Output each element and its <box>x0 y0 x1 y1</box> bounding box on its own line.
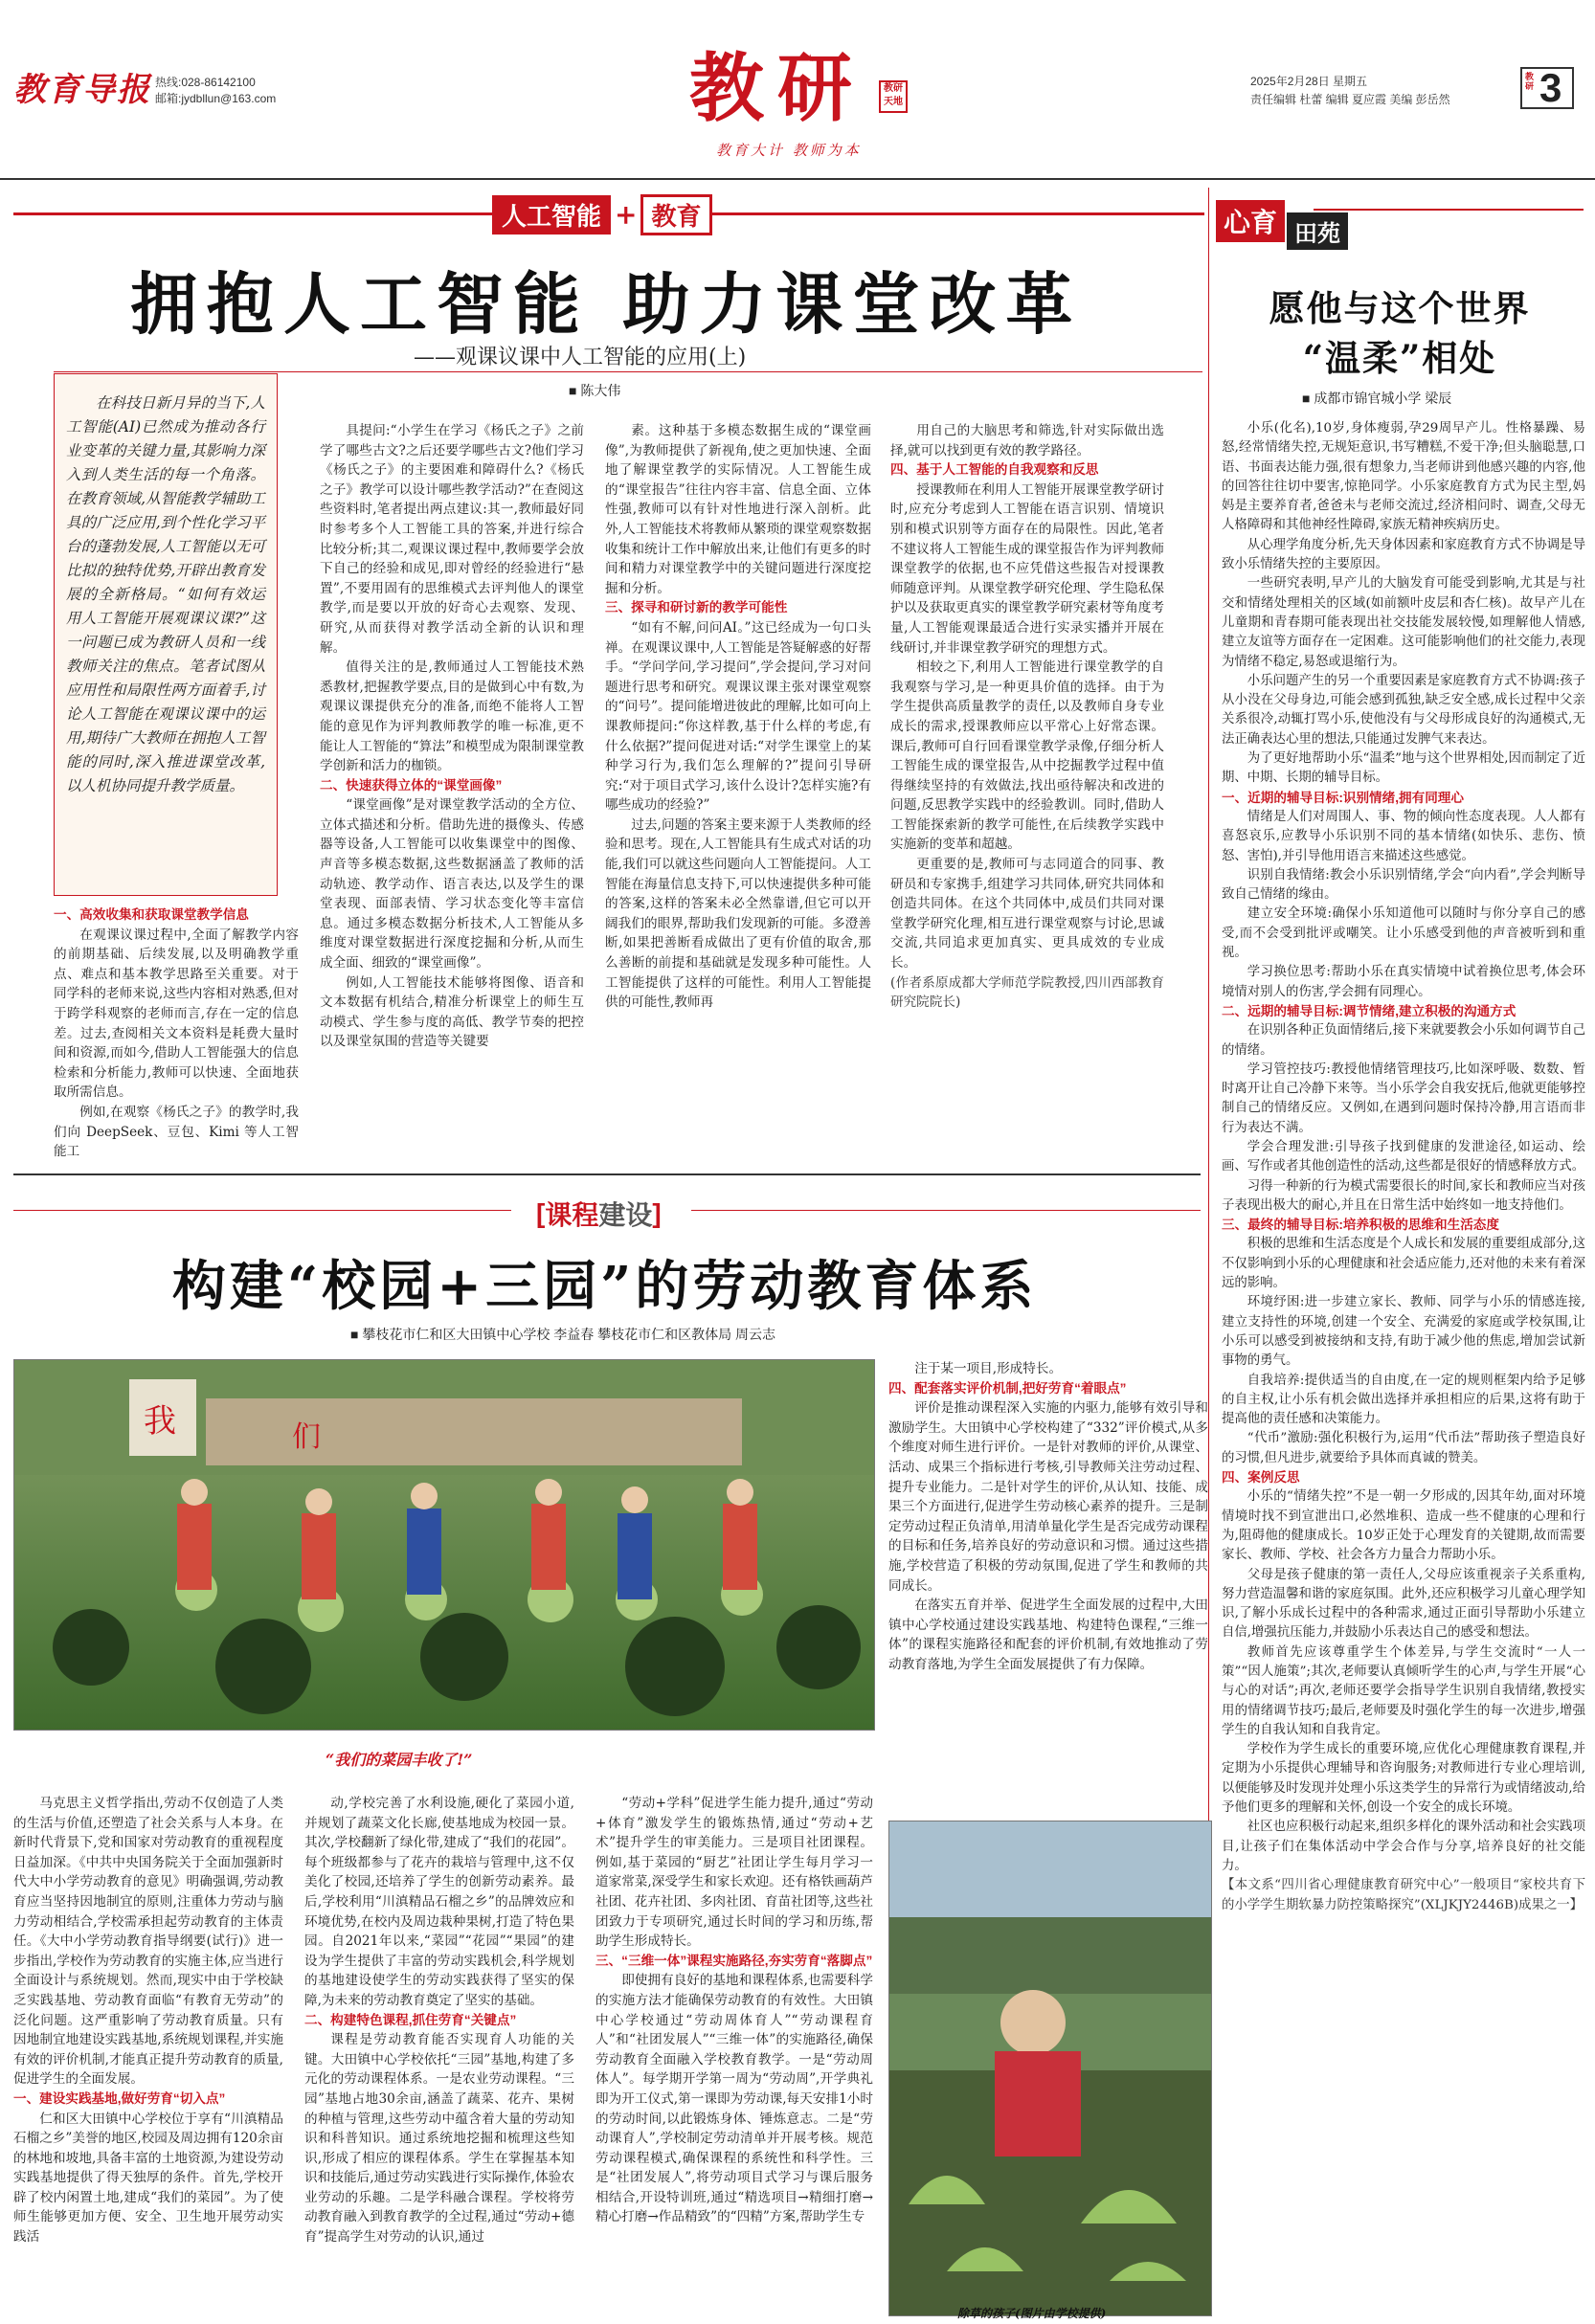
paragraph: 一些研究表明,早产儿的大脑发育可能受到影响,尤其是与社交和情绪处理相关的区域(如前额叶皮层和杏仁核)。故早产儿在儿童期和青春期可能表现出社交技能发展较慢,如理解他人情感,建立友谊等方面存在一定困难。这可能影响他们的社交能力,表现为情绪不稳定,易怒或退缩行为。 <box>1222 576 1585 669</box>
page-label: 教研 <box>1525 72 1535 91</box>
harvest-photo-illustration <box>14 1360 875 1731</box>
paragraph: 仁和区大田镇中心学校位于享有“川滇精品石榴之乡”美誉的地区,校园及周边拥有120余亩的林地和坡地,具备丰富的土地资源,为建设劳动实践基地提供了得天独厚的条件。首先,学校开辟了校内闲置土地,建成“我们的菜园”。为了使师生能够更加方便、安全、卫生地开展劳动实践活 <box>13 2111 283 2246</box>
paragraph: “代币”激励:强化积极行为,运用“代币法”帮助孩子塑造良好的习惯,但凡进步,就要给予具体而真诚的赞美。 <box>1222 1431 1585 1465</box>
paragraph: 环境纾困:进一步建立家长、教师、同学与小乐的情感连接,建立支持性的环境,创建一个安全、充满爱的家庭或学校氛围,让小乐可以感受到被接纳和支持,有助于减少他的焦虑,增加尝试新事物的勇气。 <box>1222 1295 1585 1369</box>
weeding-photo <box>888 1821 1212 2316</box>
paragraph: 动,学校完善了水利设施,硬化了菜园小道,并规划了蔬菜文化长廊,使基地成为校园一景。其次,学校翻新了绿化带,建成了“我们的花园”。每个班级都参与了花卉的栽培与管理中,这不仅美化了校园,还培养了学生的创新劳动素养。最后,学校利用“川滇精品石榴之乡”的品牌效应和环境优势,在校内及周边栽种果树,打造了特色果园。自2021年以来,“菜园”“花园”“果园”的建设为学生提供了丰富的劳动实践机会,科学规划的基地建设使学生的劳动实践获得了坚实的保障,为未来的劳动教育奠定了坚实的基础。 <box>304 1796 574 2008</box>
article2-tag: [ 课程 建设 ] <box>536 1195 662 1233</box>
tag-jianshe: 建设 <box>598 1200 653 1230</box>
tag-kecheng: 课程 <box>545 1200 599 1230</box>
article1-rule <box>54 371 1202 372</box>
paragraph: 学习换位思考:帮助小乐在真实情境中试着换位思考,体会环境情对别人的伤害,学会拥有同理心。 <box>1222 965 1585 999</box>
article1-column-1 <box>54 905 299 1160</box>
sidebar-title-line-2: “温柔”相处 <box>1302 337 1497 379</box>
paragraph: 值得关注的是,教师通过人工智能技术熟悉教材,把握教学要点,目的是做到心中有数,为观课议课提供充分的准备,而绝不能将人工智能的意见作为评判教师教学的唯一标准,更不能让人工智能的“算法”和模型成为限制课堂教学创新和活力的枷锁。 <box>320 659 584 774</box>
paragraph: 教师首先应该尊重学生个体差异,与学生交流时“一人一策”“因人施策”;其次,老师要认真倾听学生的心声,与学生开展“心与心的对话”;再次,老师还要学会指导学生识别自我情绪,教授实用的情绪调节技巧;最后,老师要及时强化学生的每一次进步,增强学生的自我认知和自我肯定。 <box>1222 1644 1585 1737</box>
paragraph: 小乐(化名),10岁,身体瘦弱,孕29周早产儿。性格暴躁、易怒,经常情绪失控,无规矩意识,书写糟糕,不爱干净;但头脑聪慧,口语、书面表达能力强,很有想象力,当老师讲到他感兴趣的内容,他的回答往往切中要害,惊艳同学。小乐家庭教育方式为民主型,妈妈是主要养育者,爸爸未与老师交流过,经济相问时、调查,父母无人格障碍和其他神经性障碍,家族无精神疾病历史。 <box>1222 421 1585 533</box>
photo1-caption: “我们的菜园丰收了!” <box>326 1751 473 1769</box>
paragraph: 即使拥有良好的基地和课程体系,也需要科学的实施方法才能确保劳动教育的有效性。大田镇中心学校通过“劳动周体育人”“劳动课程育人”和“社团发展人”“三维一体”的实施路径,确保劳动教育全面融入学校教育教学。一是“劳动周体人”。每学期开学第一周为“劳动周”,开学典礼即为开工仪式,第一课即为劳动课,每天安排1小时的劳动时间,以此锻炼身体、锤炼意志。二是“劳动课育人”,学校制定劳动清单并开展考核。规范劳动课程模式,确保课程的系统性和科学性。三是“社团发展人”,将劳动项目式学习与课后服务相结合,开设特训班,通过“精选项目→精细打磨→精心打磨→作品精致”的“四精”方案,帮助学生专 <box>595 1973 873 2225</box>
paragraph: 自我培养:提供适当的自由度,在一定的规则框架内给予足够的自主权,让小乐有机会做出选择并承担相应的后果,这将有助于提高他的责任感和决策能力。 <box>1222 1373 1585 1427</box>
paragraph: 积极的思维和生活态度是个人成长和发展的重要组成部分,这不仅影响到小乐的心理健康和社会适应能力,还对他的未来有着深远的影响。 <box>1222 1237 1585 1291</box>
article1-column-2 <box>320 421 584 1160</box>
page-number: 3 <box>1539 65 1562 110</box>
paragraph: 学习管控技巧:教授他情绪管理技巧,比如深呼吸、数数、暂时离开让自己冷静下来等。当小乐学会自我安抚后,他就更能够控制自己的情绪反应。又例如,在遇到问题时保持冷静,用言语而非行为表达不满。 <box>1222 1061 1585 1135</box>
article2-column-3 <box>595 1794 873 2320</box>
paragraph: 评价是推动课程深入实施的内驱力,能够有效引导和激励学生。大田镇中心学校构建了“332”评价模式,从多个维度对师生进行评价。一是针对教师的评价,从课堂、活动、成果三个指标进行考核,引导教师关注劳动过程、提升专业能力。二是针对学生的评价,从认知、技能、成果三个方面进行,促进学生劳动核心素养的提升。三是制定劳动过程正负清单,用清单量化学生是否完成劳动课程的目标和任务,培养良好的劳动意识和习惯。通过这些措施,学校营造了积极的劳动氛围,促进了学生和教师的共同成长。 <box>888 1400 1208 1594</box>
article1-lead: 在科技日新月异的当下,人工智能(AI)已然成为推动各行业变革的关键力量,其影响力深入到人类生活的每一个角落。在教育领域,从智能教学辅助工具的广泛应用,到个性化学习平台的蓬勃发展,人工智能以无可比拟的独特优势,开辟出教育发展的全新格局。“如何有效运用人工智能开展观课议课?”这一问题已成为教研人员和一线教师关注的焦点。笔者试图从应用性和局限性两方面着手,讨论人工智能在观课议课中的运用,期待广大教师在拥抱人工智能的同时,深入推进课堂改革,以人机协同提升教学质量。 <box>54 373 278 896</box>
paragraph: 识别自我情绪:教会小乐识别情绪,学会“向内看”,学会判断导致自己情绪的缘由。 <box>1222 867 1585 903</box>
section-subheading: 四、配套落实评价机制,把好劳育“着眼点” <box>888 1380 1127 1396</box>
paragraph: 小乐问题产生的另一个重要因素是家庭教育方式不协调:孩子从小没在父母身边,可能会感到孤独,缺乏安全感,成长过程中父亲关系很冷,动辄打骂小乐,使他没有与父母形成良好的沟通模式,无法正确表达心里的想法,只能通过发脾气来表达。 <box>1222 673 1585 747</box>
sidebar-body <box>1222 419 1585 2318</box>
paragraph: 情绪是人们对周围人、事、物的倾向性态度表现。人人都有喜怒哀乐,应教导小乐识别不同的基本情绪(如快乐、悲伤、愤怒、害怕),并引导他用语言来描述这些感觉。 <box>1222 809 1585 863</box>
paragraph: 授课教师在利用人工智能开展课堂教学研讨时,应充分考虑到人工智能在语言识别、情境识别和模式识别等方面存在的局限性。因此,笔者不建议将人工智能生成的课堂报告作为评判教师课堂教学的依据,也不应凭借这些报告对授课教师随意评判。从课堂教学研究伦理、学生隐私保护以及获取更真实的课堂教学研究素材等角度考量,人工智能观课最适合进行实录实播并开展在线研讨,并非课堂教学研究的理想方式。 <box>890 481 1164 656</box>
sidebar-header <box>1216 191 1584 250</box>
section-subheading: 一、近期的辅导目标:识别情绪,拥有同理心 <box>1222 790 1464 805</box>
paragraph: “课堂画像”是对课堂教学活动的全方位、立体式描述和分析。借助先进的摄像头、传感器等设备,人工智能可以收集课堂中的图像、声音等多模态数据,这些数据涵盖了教师的活动轨迹、教学动作、语言表达,以及学生的课堂表现、面部表情、学习状态变化等丰富信息。通过多模态数据分析技术,人工智能从多维度对课堂数据进行深度挖掘和分析,从而生成全面、细致的“课堂画像”。 <box>320 797 584 972</box>
tag-rule-left <box>13 212 492 215</box>
paragraph: “劳动+学科”促进学生能力提升,通过“劳动+体育”激发学生的锻炼热情,通过“劳动+艺术”提升学生的审美能力。三是项目社团课程。例如,基于菜园的“厨艺”社团让学生每月学习一道家常菜,深受学生和家长欢迎。还有格铁画葫芦社团、花卉社团、多肉社团、育苗社团等,这些社团致力于专项研究,通过长时间的学习和历练,帮助学生形成特长。 <box>595 1796 873 1950</box>
article1-title: 拥抱人工智能 助力课堂改革 <box>130 264 1083 344</box>
paragraph: 马克思主义哲学指出,劳动不仅创造了人类的生活与价值,还塑造了社会关系与人本身。在新时代背景下,党和国家对劳动教育的重视程度日益加深。《中共中央国务院关于全面加强新时代大中小学劳动教育的意见》明确强调,劳动教育应当坚持因地制宜的原则,注重体力劳动与脑力劳动相结合,学校需承担起劳动教育的主体责任。《大中小学劳动教育指导纲要(试行)》进一步指出,学校作为劳动教育的实施主体,应当进行全面设计与系统规划。然而,现实中由于学校缺乏实践基地、劳动教育面临“有教育无劳动”的泛化问题。这严重影响了劳动教育质量。只有因地制宜地建设实践基地,系统规划课程,并实施有效的评价机制,才能真正提升劳动教育的质量,促进学生的全面发展。 <box>13 1796 283 2088</box>
paragraph: 具提问:“小学生在学习《杨氏之子》之前学了哪些古文?之后还要学哪些古文?他们学习《杨氏之子》的主要困难和障碍什么?《杨氏之子》教学可以设计哪些教学活动?”在查阅这些资料时,笔者提出两点建议:其一,教师最好同时参考多个人工智能工具的答案,并进行综合比较分析;其二,观课议课过程中,教师要学会放下自己的经验和成见,即对曾经的经验进行“悬置”,不要用固有的思维模式去评判他人的课堂教学,而是要以开放的好奇心去观察、发现、研究,从而获得对教学活动全新的认识和理解。 <box>320 423 584 656</box>
section-subheading: 二、快速获得立体的“课堂画像” <box>320 777 503 793</box>
article1-subtitle: ——观课议课中人工智能的应用(上) <box>414 346 747 369</box>
paragraph: 课程是劳动教育能否实现育人功能的关键。大田镇中心学校依托“三园”基地,构建了多元化的劳动课程体系。一是农业劳动课程。“三园”基地占地30余亩,涵盖了蔬菜、花卉、果树的种植与管理,这些劳动中蕴含着大量的劳动知识和科普知识。通过系统地挖掘和梳理这些知识,形成了相应的课程体系。学生在掌握基本知识和技能后,通过劳动实践进行实际操作,体验农业劳动的乐趣。二是学科融合课程。学校将劳动教育融入到教育教学的全过程,通过“劳动+德育”提高学生对劳动的认识,通过 <box>304 2032 574 2246</box>
paragraph: 注于某一项目,形成特长。 <box>914 1361 1063 1376</box>
paragraph: 例如,人工智能技术能够将图像、语音和文本数据有机结合,精准分析课堂上的师生互动模式、学生参与度的高低、教学节奏的把控以及课堂氛围的营造等关键要 <box>320 974 584 1050</box>
tag-rule-right <box>701 212 1204 215</box>
tag-xinyu: 心育 <box>1216 200 1285 242</box>
article1-author: ■ 陈大伟 <box>569 383 621 398</box>
paragraph: 社区也应积极行动起来,组织多样化的课外活动和社会实践项目,让孩子们在集体活动中学会合作与分享,培养良好的社交能力。 <box>1222 1820 1585 1873</box>
paragraph: 小乐的“情绪失控”不是一朝一夕形成的,因其年幼,面对环境情境时找不到宣泄出口,必然堆积、造成一些不健康的心理和行为,阻碍他的健康成长。10岁正处于心理发育的关键期,故而需要家长、教师、学校、社会各方力量合力帮助小乐。 <box>1222 1489 1585 1563</box>
paragraph: 习得一种新的行为模式需要很长的时间,家长和教师应当对孩子表现出极大的耐心,并且在日常生活中始终如一地支持他们。 <box>1222 1178 1585 1213</box>
paragraph: 更重要的是,教师可与志同道合的同事、教研员和专家携手,组建学习共同体,研究共同体和创造共同体。在这个共同体中,成员们共同对课堂教学研究化理,相互进行课堂观察与讨论,思诚交流,共同追求更加真实、更具成效的专业成长。 <box>890 857 1164 972</box>
sidebar-tag <box>1216 191 1584 250</box>
paragraph: 在观课议课过程中,全面了解教学内容的前期基础、后续发展,以及明确教学重点、难点和基本教学思路至关重要。对于同学科的老师来说,这些内容相对熟悉,但对于跨学科观察的老师而言,存在一定的信息差。过去,查阅相关文本资料是耗费大量时间和资源,而如今,借助人工智能强大的信息检索和分析能力,教师可以快速、全面地获取所需信息。 <box>54 927 299 1101</box>
section-subheading: 三、最终的辅导目标:培养积极的思维和生活态度 <box>1222 1218 1499 1233</box>
article2-column-4 <box>888 1359 1208 1809</box>
tag2-rule-left <box>13 1210 511 1211</box>
paragraph: 在落实五育并举、促进学生全面发展的过程中,大田镇中心学校通过建设实践基地、构建特色课程,“三维一体”的课程实施路径和配套的评价机制,有效地推动了劳动教育落地,为学生全面发展提供了有力保障。 <box>888 1598 1208 1672</box>
sidebar-title <box>1216 283 1584 383</box>
slogan: 教育大计 教师为本 <box>716 142 862 159</box>
paragraph: 在识别各种正负面情绪后,接下来就要教会小乐如何调节自己的情绪。 <box>1222 1023 1585 1058</box>
paragraph: “如有不解,问问AI。”这已经成为一句口头禅。在观课议课中,人工智能是答疑解惑的好帮手。“学问学问,学习提问”,学会提问,学习对问题进行思考和研究。观课议课主张对课堂观察的“问号”。提问能增进彼此的理解,比如可向上课教师提问:“你这样教,基于什么样的考虑,有什么依据?”提问促进对话:“对学生课堂上的某种学习行为,我们怎么理解的?”提问引导研究:“对于项目式学习,该什么设计?怎样实施?有哪些成功的经验?” <box>605 619 871 814</box>
masthead-rule <box>0 178 1595 180</box>
vegetable-garden-photo <box>13 1359 875 1731</box>
article2-title: 构建“校园+三园”的劳动教育体系 <box>172 1255 1038 1318</box>
paragraph: 学会合理发泄:引导孩子找到健康的发泄途径,如运动、绘画、写作或者其他创造性的活动,这些都是很好的情感释放方式。 <box>1222 1139 1585 1174</box>
paragraph: 素。这种基于多模态数据生成的“课堂画像”,为教师提供了新视角,使之更加快速、全面地了解课堂教学的实际情况。人工智能生成的“课堂报告”往往内容丰富、信息全面、立体性强,教师可以有针对性地进行深入剖析。此外,人工智能技术将教师从繁琐的课堂观察数据收集和统计工作中解放出来,让他们有更多的时间和精力对课堂教学中的关键问题进行深度挖掘和分析。 <box>605 423 871 596</box>
paragraph: 学校作为学生成长的重要环境,应优化心理健康教育课程,并定期为小乐提供心理辅导和咨询服务;对教师进行专业心理培训,以便能够及时发现并处理小乐这类学生的异常行为或情绪波动,给予他们更多的理解和关怀,创设一个安全的成长环境。 <box>1222 1742 1585 1816</box>
section-subheading: 二、构建特色课程,抓住劳育“关键点” <box>304 2012 517 2027</box>
weeding-photo-illustration <box>889 1821 1212 2316</box>
page-number-box <box>1520 67 1574 109</box>
paragraph: 为了更好地帮助小乐“温柔”地与这个世界相处,因而制定了近期、中期、长期的辅导目标。 <box>1222 751 1585 786</box>
paragraph: 相较之下,利用人工智能进行课堂教学的自我观察与学习,是一种更具价值的选择。由于为学生提供高质量教学的责任,以及教师自身专业成长的需求,授课教师应以平常心上好常态课。课后,教师可自行回看课堂教学录像,仔细分析人工智能生成的课堂报告,从中挖掘教学过程中值得继续坚持的有效做法,找出亟待解决和改进的问题,反思教学实践中的经验教训。同时,借助人工智能探索新的教学可能性,在后续教学实践中实施新的变革和超越。 <box>890 659 1164 853</box>
section-subheading: 二、远期的辅导目标:调节情绪,建立积极的沟通方式 <box>1222 1003 1516 1018</box>
article1-column-4 <box>890 421 1164 1160</box>
hotline: 热线:028-86142100 <box>155 76 256 89</box>
tag-ai: 人工智能 <box>492 195 611 235</box>
section-subheading: 一、建设实践基地,做好劳育“切入点” <box>13 2090 226 2106</box>
section-seal: 教研天地 <box>879 80 908 113</box>
paragraph: 建立安全环境:确保小乐知道他可以随时与你分享自己的感受,而不会受到批评或嘲笑。让小乐感受到他的声音被听到和重视。 <box>1222 906 1585 961</box>
article1-tag <box>492 195 712 234</box>
article2-column-1 <box>13 1794 283 2320</box>
paragraph: 例如,在观察《杨氏之子》的教学时,我们向 DeepSeek、豆包、Kimi 等人工智能工 <box>54 1104 299 1160</box>
photo2-caption: 除草的孩子(图片由学校提供) <box>957 2307 1107 2320</box>
email: 邮箱:jydbllun@163.com <box>155 92 277 105</box>
date-info <box>1250 73 1450 109</box>
section-subheading: 三、探寻和研讨新的教学可能性 <box>605 600 788 615</box>
sidebar-title-line-1: 愿他与这个世界 <box>1269 287 1531 329</box>
article1-column-3 <box>605 421 871 1160</box>
section-subheading: 四、案例反思 <box>1222 1470 1300 1486</box>
section-title: 教研 <box>689 45 866 132</box>
tag-plus: + <box>615 198 638 231</box>
editors: 责任编辑 杜蕾 编辑 夏应霞 美编 彭岳然 <box>1250 93 1450 106</box>
author-note: (作者系原成都大学师范学院教授,四川西部教育研究院院长) <box>890 974 1164 1011</box>
newspaper-logo: 教育导报 <box>13 71 151 109</box>
issue-date: 2025年2月28日 星期五 <box>1250 75 1368 88</box>
article2-author: ■ 攀枝花市仁和区大田镇中心学校 李益春 攀枝花市仁和区教体局 周云志 <box>350 1327 776 1342</box>
paragraph: 过去,问题的答案主要来源于人类教师的经验和思考。现在,人工智能具有生成式对话的功能,我们可以就这些问题向人工智能提问。人工智能在海量信息支持下,可以快速提供多种可能的答案,这样的答案未必全然靠谱,但它可以开阔我们的眼界,帮助我们发现新的可能。多澄善断,如果把善断看成做出了更有价值的取舍,那么善断的前提和基础就是发现多种可能性。人工智能提供了这样的可能性。利用人工智能提供的可能性,教师再 <box>605 816 871 1011</box>
svg-text:我: 我 <box>144 1402 176 1441</box>
section-subheading: 三、“三维一体”课程实施路径,夯实劳育“落脚点” <box>595 1953 873 1968</box>
author-note: 【本文系“四川省心理健康教育研究中心”一般项目“家校共育下的小学学生期软暴力防控策略探究”(XLJKJY2446B)成果之一】 <box>1222 1878 1585 1912</box>
sidebar-tag-rule <box>1314 209 1584 211</box>
paragraph: 用自己的大脑思考和筛选,针对实际做出选择,就可以找到更有效的教学路径。 <box>890 423 1164 458</box>
section-subheading: 一、高效收集和获取课堂教学信息 <box>54 907 249 922</box>
paragraph: 父母是孩子健康的第一责任人,父母应该重视亲子关系重构,努力营造温馨和谐的家庭氛围。此外,还应积极学习儿童心理学知识,了解小乐成长过程中的各种需求,通过正面引导帮助小乐建立自信,增强抗压能力,并鼓励小乐表达自己的感受和想法。 <box>1222 1567 1585 1641</box>
tag-tianyuan: 田苑 <box>1287 212 1348 250</box>
tag-education: 教育 <box>640 194 711 235</box>
contact-info <box>155 75 276 107</box>
svg-text:们: 们 <box>292 1420 321 1454</box>
section-subheading: 四、基于人工智能的自我观察和反思 <box>890 462 1099 478</box>
article2-column-2 <box>304 1794 574 2320</box>
article-separator <box>13 1173 1201 1175</box>
tag2-rule-right <box>691 1210 1201 1211</box>
sidebar-author: ■ 成都市锦官城小学 梁辰 <box>1302 391 1452 406</box>
paragraph: 从心理学角度分析,先天身体因素和家庭教育方式不协调是导致小乐情绪失控的主要原因。 <box>1222 537 1585 572</box>
